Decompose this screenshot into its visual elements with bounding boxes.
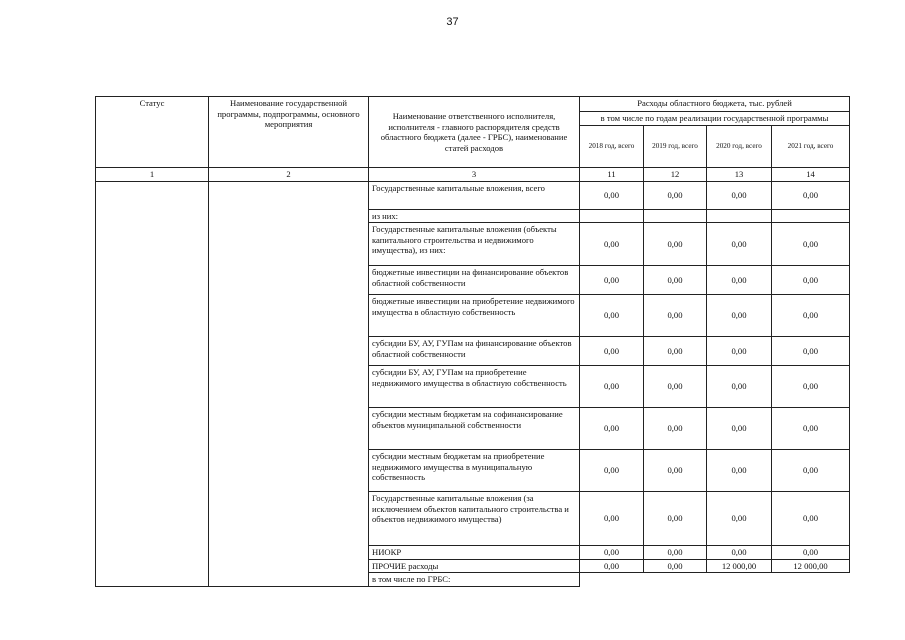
header-year-2021: 2021 год, всего	[772, 126, 850, 168]
expense-value-2020: 0,00	[707, 408, 772, 450]
expense-item-name: субсидии БУ, АУ, ГУПам на финансирование объектов областной собственности	[369, 337, 580, 366]
expense-value-2020: 0,00	[707, 295, 772, 337]
expense-value-2021	[772, 209, 850, 223]
header-year-2020: 2020 год, всего	[707, 126, 772, 168]
expense-value-2021: 0,00	[772, 450, 850, 492]
expense-value-2019: 0,00	[644, 492, 707, 546]
expense-item-name: НИОКР	[369, 546, 580, 560]
expense-item-name: из них:	[369, 209, 580, 223]
expense-value-2018: 0,00	[580, 366, 644, 408]
column-number-row	[96, 168, 850, 182]
expense-value-2020: 0,00	[707, 181, 772, 209]
column-number: 2	[209, 168, 369, 182]
expense-value-2018: 0,00	[580, 295, 644, 337]
expense-item-name: Государственные капитальные вложения (объекты капитального строительства и недвижимого имущества), из них:	[369, 223, 580, 266]
budget-table	[95, 96, 850, 587]
header-executor: Наименование ответственного исполнителя, исполнителя - главного распорядителя средств областного бюджета (далее - ГРБС), наименование статей расходов	[369, 97, 580, 168]
expense-value-2018: 0,00	[580, 546, 644, 560]
expense-item-name: субсидии местным бюджетам на софинансирование объектов муниципальной собственности	[369, 408, 580, 450]
column-number: 12	[644, 168, 707, 182]
expense-value-2021	[772, 573, 850, 587]
table-row	[96, 181, 850, 209]
expense-value-2021: 0,00	[772, 366, 850, 408]
header-year-2019: 2019 год, всего	[644, 126, 707, 168]
expense-value-2021: 0,00	[772, 295, 850, 337]
expense-value-2018: 0,00	[580, 223, 644, 266]
expense-value-2019: 0,00	[644, 408, 707, 450]
expense-value-2018: 0,00	[580, 266, 644, 295]
header-status: Статус	[96, 97, 209, 168]
expense-value-2018: 0,00	[580, 559, 644, 573]
column-number: 11	[580, 168, 644, 182]
status-cell	[96, 181, 209, 586]
expense-item-name: ПРОЧИЕ расходы	[369, 559, 580, 573]
expense-value-2021: 0,00	[772, 223, 850, 266]
expense-value-2021: 0,00	[772, 546, 850, 560]
expense-value-2021: 0,00	[772, 337, 850, 366]
header-years-subtitle: в том числе по годам реализации государственной программы	[580, 112, 850, 126]
expense-value-2020	[707, 209, 772, 223]
expense-value-2018	[580, 209, 644, 223]
expense-value-2019: 0,00	[644, 295, 707, 337]
expense-value-2018: 0,00	[580, 492, 644, 546]
expense-value-2019	[644, 209, 707, 223]
expense-value-2021: 0,00	[772, 408, 850, 450]
column-number: 14	[772, 168, 850, 182]
expense-value-2020: 0,00	[707, 450, 772, 492]
expense-value-2020: 0,00	[707, 337, 772, 366]
expense-value-2018: 0,00	[580, 408, 644, 450]
expense-value-2021: 0,00	[772, 266, 850, 295]
expense-item-name: в том числе по ГРБС:	[369, 573, 580, 587]
expense-value-2019: 0,00	[644, 366, 707, 408]
expense-item-name: бюджетные инвестиции на приобретение недвижимого имущества в областную собственность	[369, 295, 580, 337]
column-number: 3	[369, 168, 580, 182]
expense-value-2020: 0,00	[707, 492, 772, 546]
expense-value-2019: 0,00	[644, 546, 707, 560]
expense-value-2019	[644, 573, 707, 587]
program-cell	[209, 181, 369, 586]
expense-item-name: бюджетные инвестиции на финансирование объектов областной собственности	[369, 266, 580, 295]
column-number: 1	[96, 168, 209, 182]
expense-value-2020	[707, 573, 772, 587]
expense-value-2019: 0,00	[644, 337, 707, 366]
expense-value-2021: 0,00	[772, 181, 850, 209]
expense-item-name: субсидии местным бюджетам на приобретение недвижимого имущества в муниципальную собственность	[369, 450, 580, 492]
expense-item-name: Государственные капитальные вложения, всего	[369, 181, 580, 209]
expense-value-2018: 0,00	[580, 181, 644, 209]
expense-value-2018	[580, 573, 644, 587]
expense-item-name: Государственные капитальные вложения (за исключением объектов капитального строительства и объектов недвижимого имущества)	[369, 492, 580, 546]
header-program-name: Наименование государственной программы, подпрограммы, основного мероприятия	[209, 97, 369, 168]
expense-value-2021: 12 000,00	[772, 559, 850, 573]
expense-value-2020: 0,00	[707, 366, 772, 408]
header-year-2018: 2018 год, всего	[580, 126, 644, 168]
expense-value-2020: 0,00	[707, 546, 772, 560]
expense-value-2019: 0,00	[644, 559, 707, 573]
expense-value-2020: 0,00	[707, 223, 772, 266]
expense-value-2019: 0,00	[644, 223, 707, 266]
expense-value-2019: 0,00	[644, 266, 707, 295]
expense-value-2019: 0,00	[644, 181, 707, 209]
expense-value-2019: 0,00	[644, 450, 707, 492]
expense-value-2020: 0,00	[707, 266, 772, 295]
header-expenses-title: Расходы областного бюджета, тыс. рублей	[580, 97, 850, 112]
expense-item-name: субсидии БУ, АУ, ГУПам на приобретение недвижимого имущества в областную собственность	[369, 366, 580, 408]
expense-value-2018: 0,00	[580, 337, 644, 366]
expense-value-2020: 12 000,00	[707, 559, 772, 573]
expense-value-2018: 0,00	[580, 450, 644, 492]
column-number: 13	[707, 168, 772, 182]
page-number: 37	[446, 16, 459, 28]
expense-value-2021: 0,00	[772, 492, 850, 546]
